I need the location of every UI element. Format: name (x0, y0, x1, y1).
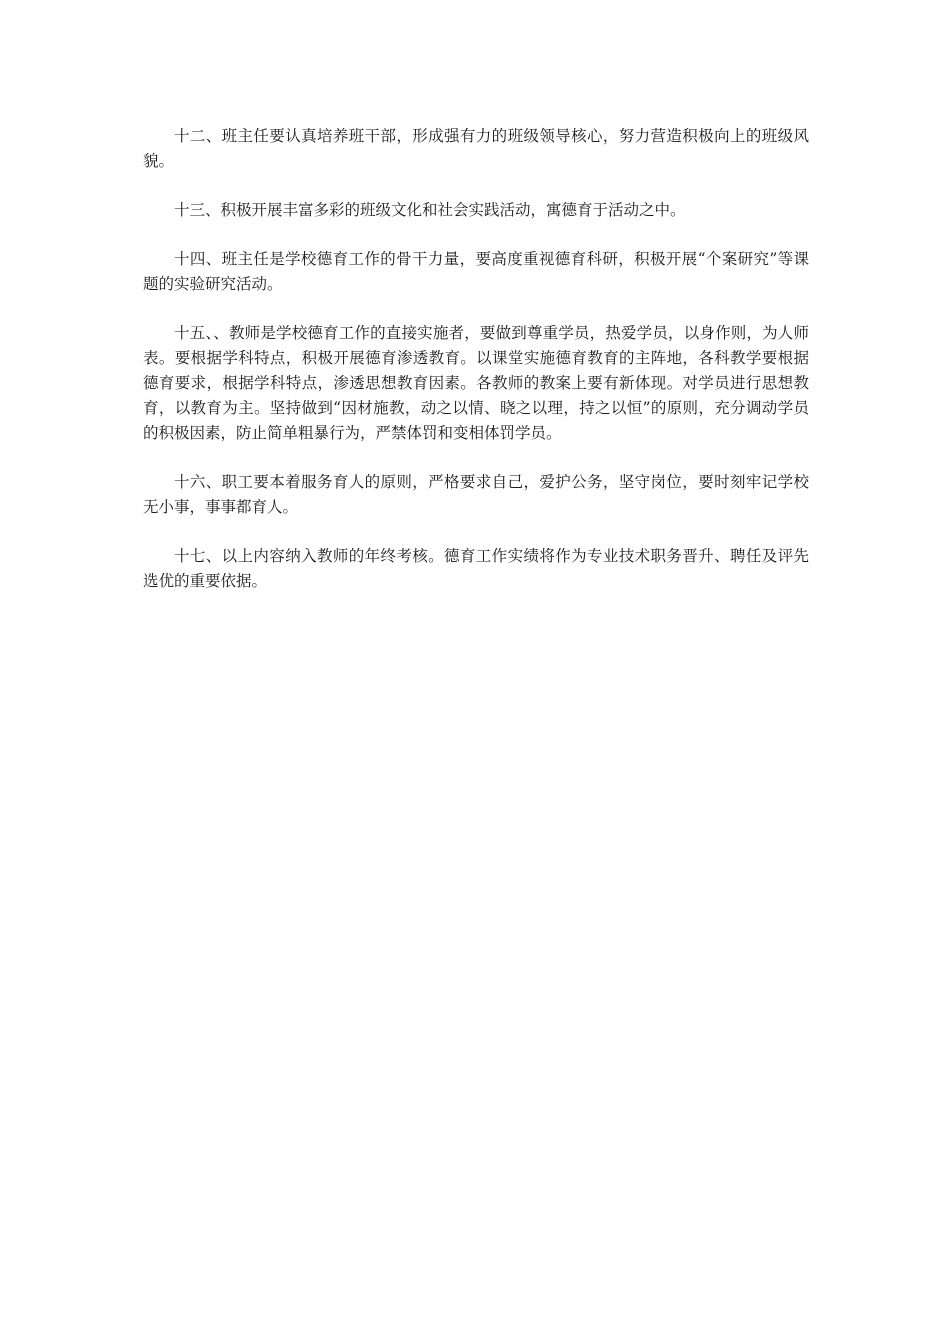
paragraph-12: 十二、班主任要认真培养班干部，形成强有力的班级领导核心，努力营造积极向上的班级风貌。 (143, 127, 809, 170)
paragraph-13: 十三、积极开展丰富多彩的班级文化和社会实践活动，寓德育于活动之中。 (174, 201, 686, 219)
document-body (143, 124, 809, 618)
paragraph-15: 十五、、教师是学校德育工作的直接实施者，要做到尊重学员，热爱学员，以身作则，为人师表。要根据学科特点，积极开展德育渗透教育。以课堂实施德育教育的主阵地，各科教学要根据德育要求，根据学科特点，渗透思想教育因素。各教师的教案上要有新体现。对学员进行思想教育，以教育为主。坚持做到“因材施教，动之以情、晓之以理，持之以恒”的原则，充分调动学员的积极因素，防止简单粗暴行为，严禁体罚和变相体罚学员。 (143, 324, 809, 442)
paragraph-14: 十四、班主任是学校德育工作的骨干力量，要高度重视德育科研，积极开展“个案研究”等课题的实验研究活动。 (143, 250, 809, 293)
paragraph-16: 十六、职工要本着服务育人的原则，严格要求自己，爱护公务，坚守岗位，要时刻牢记学校无小事，事事都育人。 (143, 473, 809, 516)
paragraph-17: 十七、以上内容纳入教师的年终考核。德育工作实绩将作为专业技术职务晋升、聘任及评先选优的重要依据。 (143, 547, 809, 590)
